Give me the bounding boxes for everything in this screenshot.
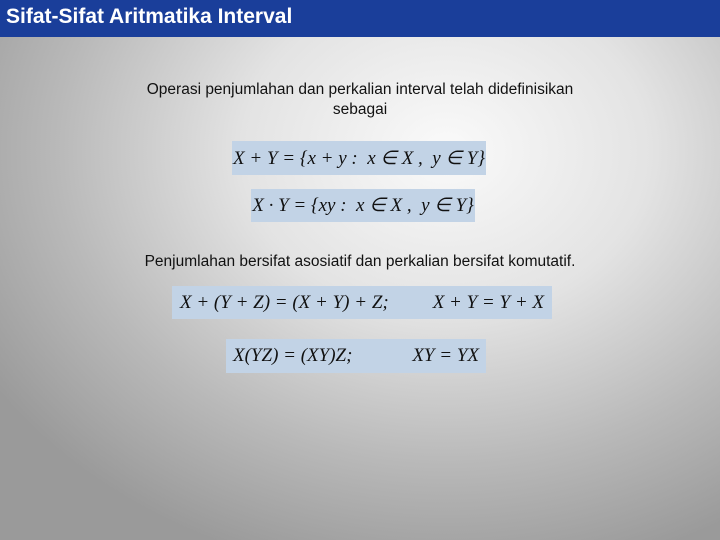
- intro-text: [60, 80, 660, 120]
- multiplication-properties-formula: [226, 339, 486, 373]
- sum-commutative-text: X + Y = Y + X: [432, 291, 544, 313]
- addition-properties-formula: [172, 286, 552, 319]
- title-bar: [0, 0, 720, 37]
- product-associative-text: X(YZ) = (XY)Z;: [233, 345, 353, 366]
- slide-title: Sifat-Sifat Aritmatika Interval: [6, 5, 293, 28]
- product-commutative-text: XY = YX: [412, 345, 479, 366]
- sum-associative-text: X + (Y + Z) = (X + Y) + Z;: [180, 291, 389, 313]
- sum-definition-formula: [232, 141, 486, 175]
- sum-definition-text: X + Y = {x + y : x ∈ X , y ∈ Y}: [233, 147, 485, 169]
- product-definition-text: X · Y = {xy : x ∈ X , y ∈ Y}: [252, 195, 474, 216]
- intro-line-1: Operasi penjumlahan dan perkalian interval telah didefinisikan: [146, 81, 574, 98]
- product-definition-formula: [251, 189, 475, 222]
- intro-line-2: sebagai: [332, 101, 388, 118]
- property-statement: Penjumlahan bersifat asosiatif dan perkalian bersifat komutatif.: [144, 253, 576, 270]
